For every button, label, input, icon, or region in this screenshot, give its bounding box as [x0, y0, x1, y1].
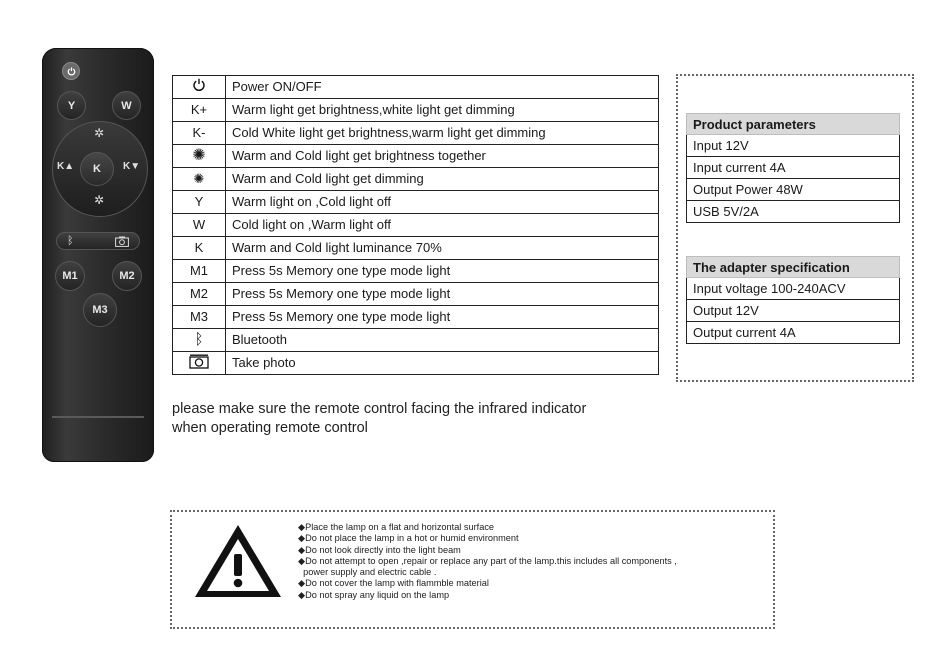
dim-icon: ✺: [173, 168, 226, 191]
function-description: Power ON/OFF: [226, 76, 659, 99]
remote-w-button: W: [112, 91, 141, 120]
table-row: Output 12V: [687, 300, 900, 322]
table-row: [173, 99, 659, 122]
list-item: ◆Do not spray any liquid on the lamp: [298, 589, 450, 600]
adapter-specification-title: The adapter specification: [687, 257, 900, 278]
table-row: USB 5V/2A: [687, 201, 900, 223]
bluetooth-icon: ᛒ: [67, 235, 74, 247]
list-item: power supply and electric cable .: [298, 567, 437, 578]
table-row: [173, 168, 659, 191]
usage-note: [172, 400, 672, 438]
function-description: Press 5s Memory one type mode light: [226, 306, 659, 329]
product-parameters-table: [686, 113, 900, 223]
warning-triangle-icon: [192, 522, 284, 600]
table-row: Input 12V: [687, 135, 900, 157]
bright-up-icon: ✺: [173, 145, 226, 168]
list-item: ◆Place the lamp on a flat and horizontal surface: [298, 522, 495, 532]
adapter-specification-table: [686, 256, 900, 344]
remote-y-button: Y: [57, 91, 86, 120]
table-row: [173, 329, 659, 352]
table-row: [173, 283, 659, 306]
function-description: Take photo: [226, 352, 659, 375]
table-row: [173, 191, 659, 214]
list-item: ◆Do not cover the lamp with flammble material: [298, 578, 489, 589]
table-row: [173, 352, 659, 375]
function-symbol: K: [173, 237, 226, 260]
list-item: ◆Do not place the lamp in a hot or humid environment: [298, 533, 519, 544]
remote-k-minus-label: K▼: [123, 161, 141, 172]
function-symbol: K-: [173, 122, 226, 145]
power-icon: [173, 76, 226, 99]
power-icon: [67, 67, 76, 76]
list-item: ◆Do not look directly into the light beam: [298, 544, 461, 555]
table-row: Output Power 48W: [687, 179, 900, 201]
camera-icon: [173, 352, 226, 375]
usage-note-line: when operating remote control: [172, 420, 368, 436]
camera-icon: [115, 236, 129, 247]
remote-control-image: [42, 48, 154, 462]
table-row: [173, 237, 659, 260]
function-description: Warm and Cold light get dimming: [226, 168, 659, 191]
remote-k-button: K: [80, 152, 114, 186]
product-parameters-title: Product parameters: [687, 114, 900, 135]
function-symbol: K+: [173, 99, 226, 122]
function-description: Warm light on ,Cold light off: [226, 191, 659, 214]
remote-k-plus-label: K▲: [57, 161, 75, 172]
table-row: [173, 145, 659, 168]
function-symbol: Y: [173, 191, 226, 214]
function-description: Bluetooth: [226, 329, 659, 352]
function-description: Press 5s Memory one type mode light: [226, 283, 659, 306]
function-symbol: M3: [173, 306, 226, 329]
remote-power-button: [62, 62, 80, 80]
function-symbol: M1: [173, 260, 226, 283]
function-description: Cold light on ,Warm light off: [226, 214, 659, 237]
bright-up-icon: ✲: [94, 126, 105, 140]
table-row: [173, 122, 659, 145]
function-symbol: W: [173, 214, 226, 237]
table-row: [173, 260, 659, 283]
list-item: ◆Do not attempt to open ,repair or replace any part of the lamp.this includes all components ,: [298, 555, 677, 566]
function-description: Warm light get brightness,white light get dimming: [226, 99, 659, 122]
dim-icon: ✲: [94, 193, 105, 207]
table-row: [173, 214, 659, 237]
function-description: Warm and Cold light get brightness together: [226, 145, 659, 168]
remote-m2-button: M2: [112, 261, 142, 291]
function-description: Warm and Cold light luminance 70%: [226, 237, 659, 260]
function-description: Press 5s Memory one type mode light: [226, 260, 659, 283]
table-row: Output current 4A: [687, 322, 900, 344]
table-row: [173, 306, 659, 329]
function-description: Cold White light get brightness,warm light get dimming: [226, 122, 659, 145]
table-row: Input voltage 100-240ACV: [687, 278, 900, 300]
remote-edge-line: [52, 416, 144, 418]
remote-bluetooth-camera-bar: [56, 232, 140, 250]
warning-list: [298, 522, 773, 601]
usage-note-line: please make sure the remote control facing the infrared indicator: [172, 401, 587, 417]
table-row: [173, 76, 659, 99]
remote-m3-button: M3: [83, 293, 117, 327]
remote-m1-button: M1: [55, 261, 85, 291]
bluetooth-icon: ᛒ: [173, 329, 226, 352]
table-row: Input current 4A: [687, 157, 900, 179]
function-table: [172, 75, 659, 375]
function-symbol: M2: [173, 283, 226, 306]
